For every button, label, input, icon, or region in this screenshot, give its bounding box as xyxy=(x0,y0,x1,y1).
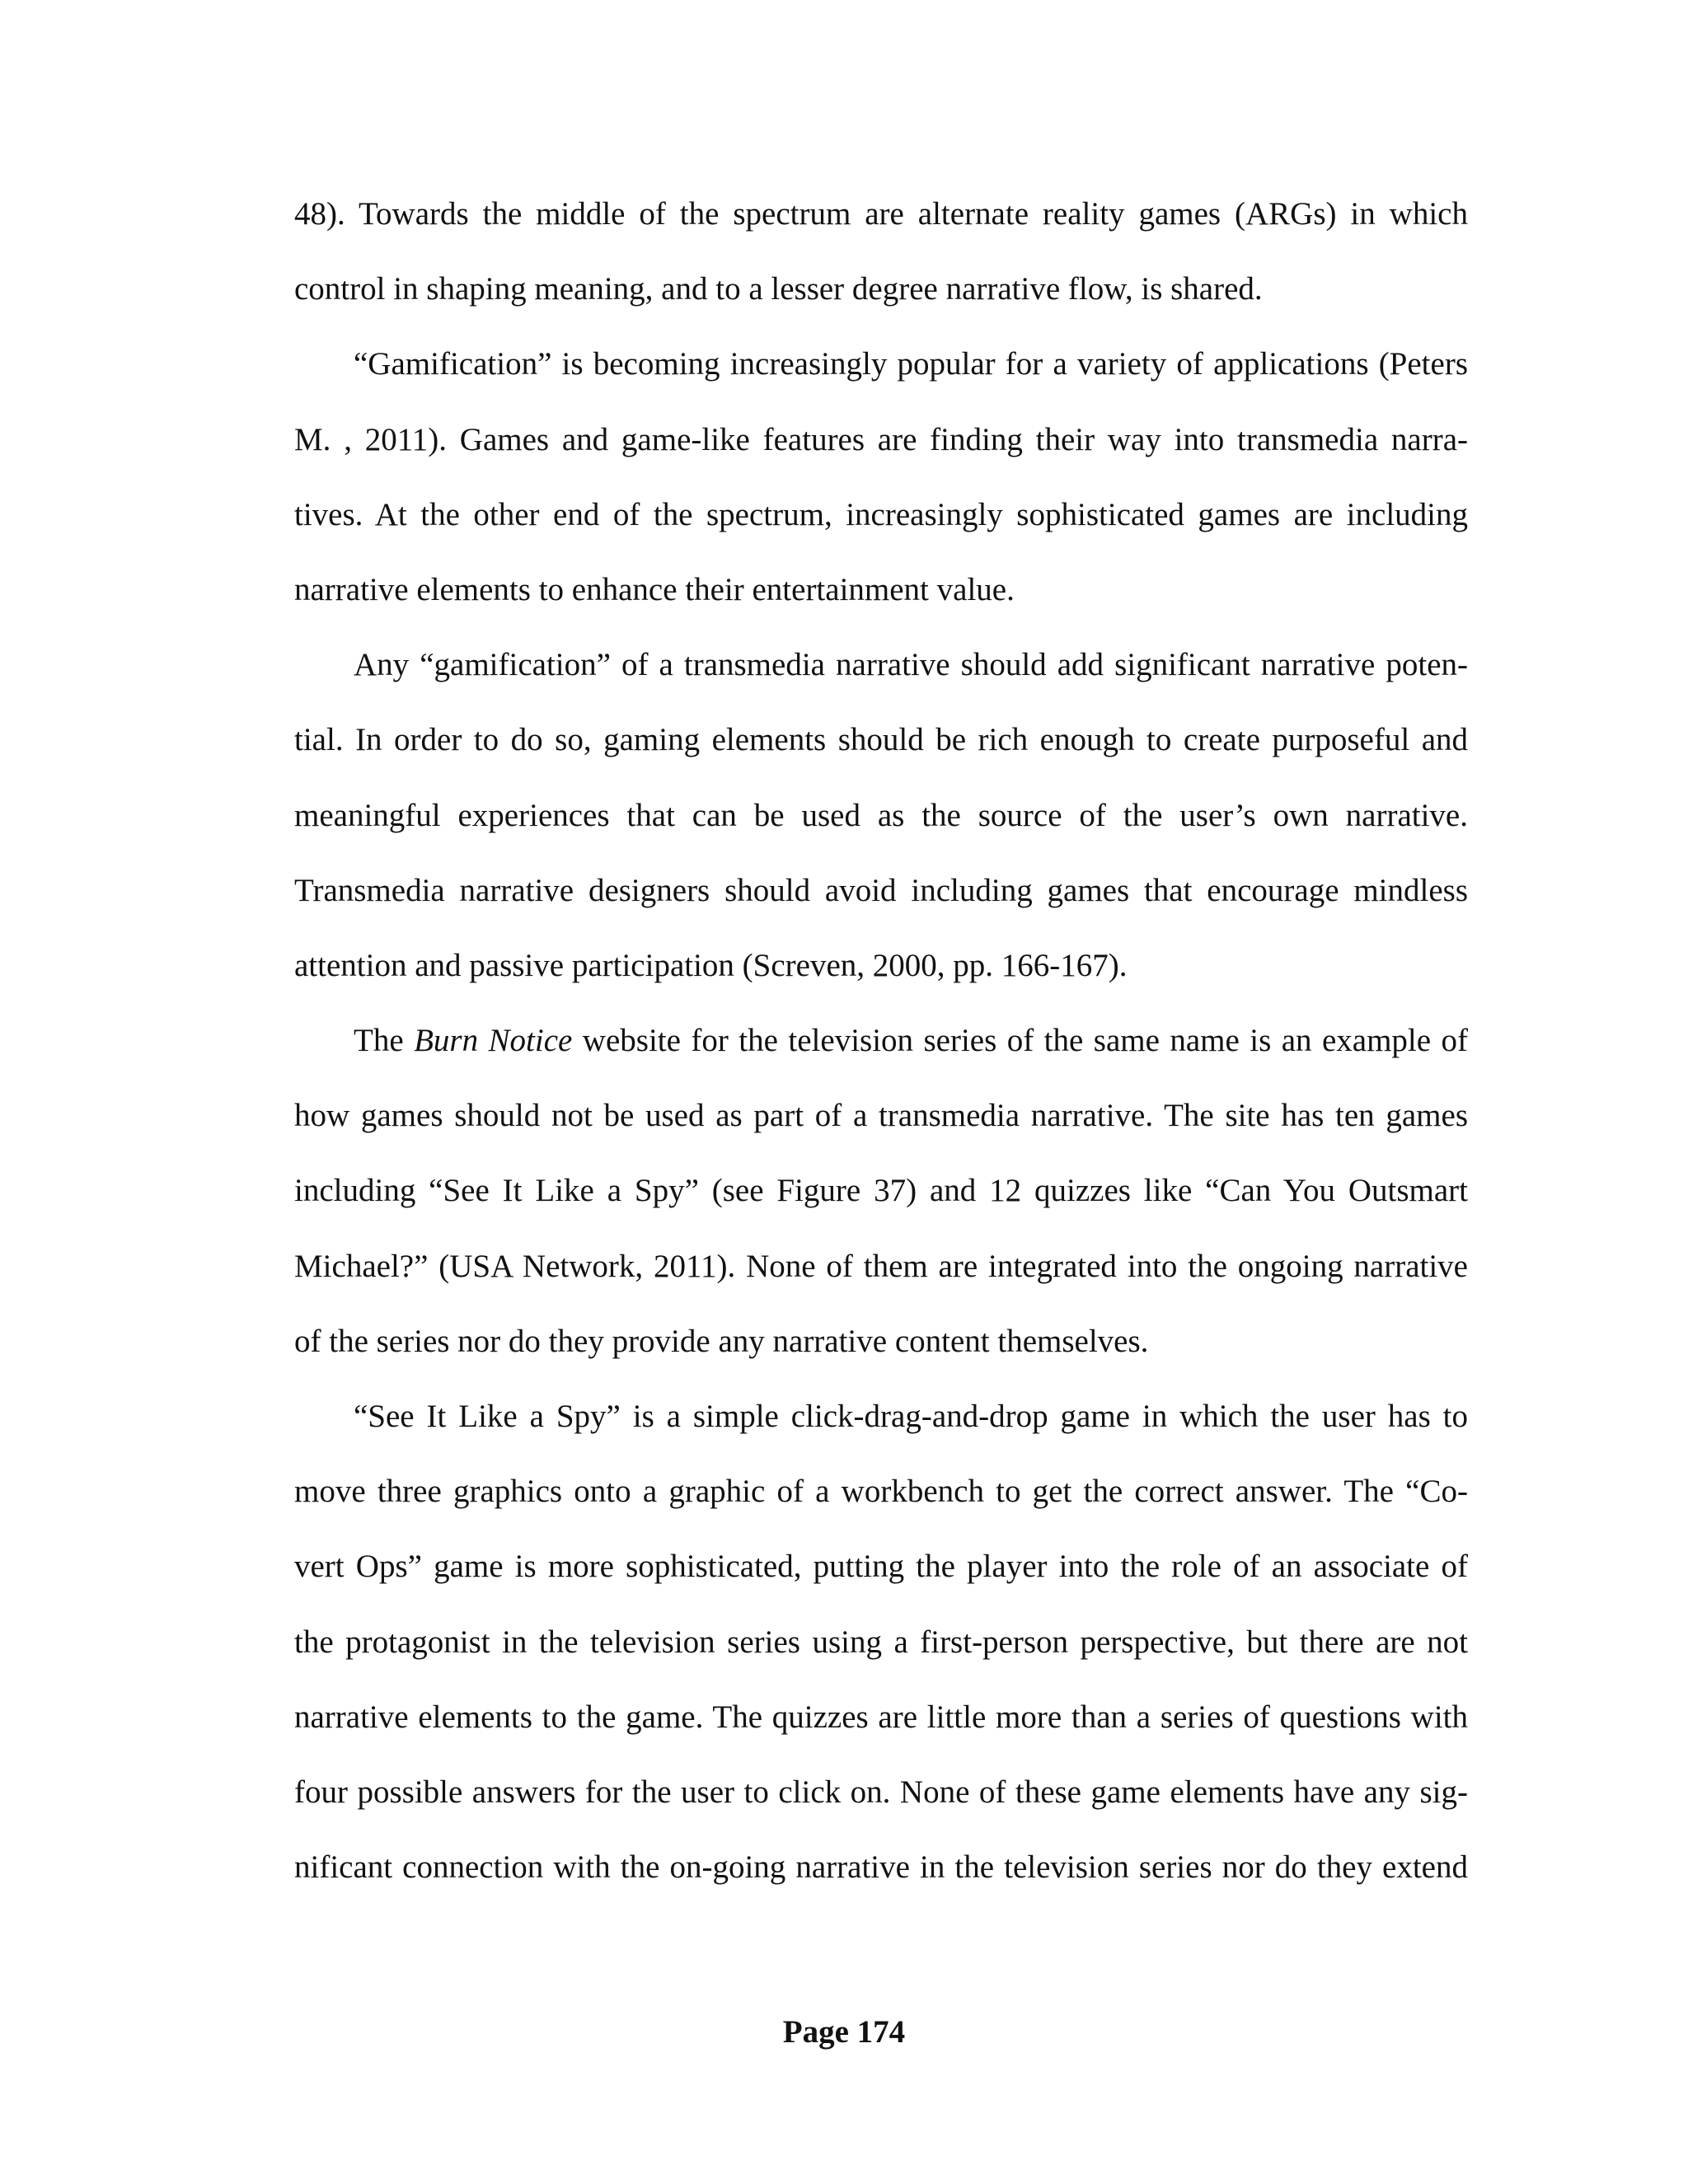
italic-title: Burn Notice xyxy=(414,1023,573,1059)
text-line: “Gamification” is becoming increasingly popular for a variety of applications (Peters xyxy=(354,346,1468,382)
text-line: meaningful experiences that can be used as the source of the user’s own narrative. xyxy=(294,797,1468,833)
text-line: Any “gamification” of a transmedia narrative should add significant narrative poten- xyxy=(354,647,1468,683)
text-line: vert Ops” game is more sophisticated, putting the player into the role of an associate of xyxy=(294,1549,1468,1585)
text-line: narrative elements to the game. The quizzes are little more than a series of questions with xyxy=(294,1699,1468,1735)
paragraph-3 xyxy=(294,627,1468,1003)
text-line: of the series nor do they provide any narrative content themselves. xyxy=(294,1323,1149,1359)
page-body xyxy=(294,176,1468,1905)
text-line: the protagonist in the television series using a first-person perspective, but there are not xyxy=(294,1624,1468,1660)
paragraph-1 xyxy=(294,176,1468,326)
text-fragment: website for the television series of the same name is an example of xyxy=(572,1023,1469,1059)
text-line: move three graphics onto a graphic of a workbench to get the correct answer. The “Co- xyxy=(294,1474,1468,1510)
text-line: Transmedia narrative designers should avoid including games that encourage mindless xyxy=(294,872,1468,908)
text-line: “See It Like a Spy” is a simple click-drag-and-drop game in which the user has to xyxy=(354,1399,1468,1434)
text-line: nificant connection with the on-going narrative in the television series nor do they extend xyxy=(294,1849,1468,1886)
page-number: Page 174 xyxy=(782,2014,906,2050)
paragraph-4 xyxy=(294,1003,1468,1379)
text-line xyxy=(294,1003,1468,1078)
text-line: control in shaping meaning, and to a lesser degree narrative flow, is shared. xyxy=(294,271,1263,307)
text-line: M. , 2011). Games and game-like features are finding their way into transmedia narra- xyxy=(294,421,1468,457)
text-line: tives. At the other end of the spectrum, increasingly sophisticated games are including xyxy=(294,496,1468,532)
text-line: attention and passive participation (Screven, 2000, pp. 166-167). xyxy=(294,947,1128,983)
text-line: Michael?” (USA Network, 2011). None of them are integrated into the ongoing narrative xyxy=(294,1248,1468,1284)
text-line: narrative elements to enhance their entertainment value. xyxy=(294,571,1015,607)
text-line: including “See It Like a Spy” (see Figure 37) and 12 quizzes like “Can You Outsmart xyxy=(294,1173,1468,1209)
text-line: four possible answers for the user to click on. None of these game elements have any sig- xyxy=(294,1774,1468,1810)
text-line: tial. In order to do so, gaming elements should be rich enough to create purposeful and xyxy=(294,722,1468,758)
paragraph-2 xyxy=(294,326,1468,627)
text-fragment: The xyxy=(354,1023,415,1059)
text-line: 48). Towards the middle of the spectrum are alternate reality games (ARGs) in which xyxy=(294,196,1468,232)
text-line: how games should not be used as part of a transmedia narrative. The site has ten games xyxy=(294,1098,1468,1134)
paragraph-5 xyxy=(294,1379,1468,1905)
